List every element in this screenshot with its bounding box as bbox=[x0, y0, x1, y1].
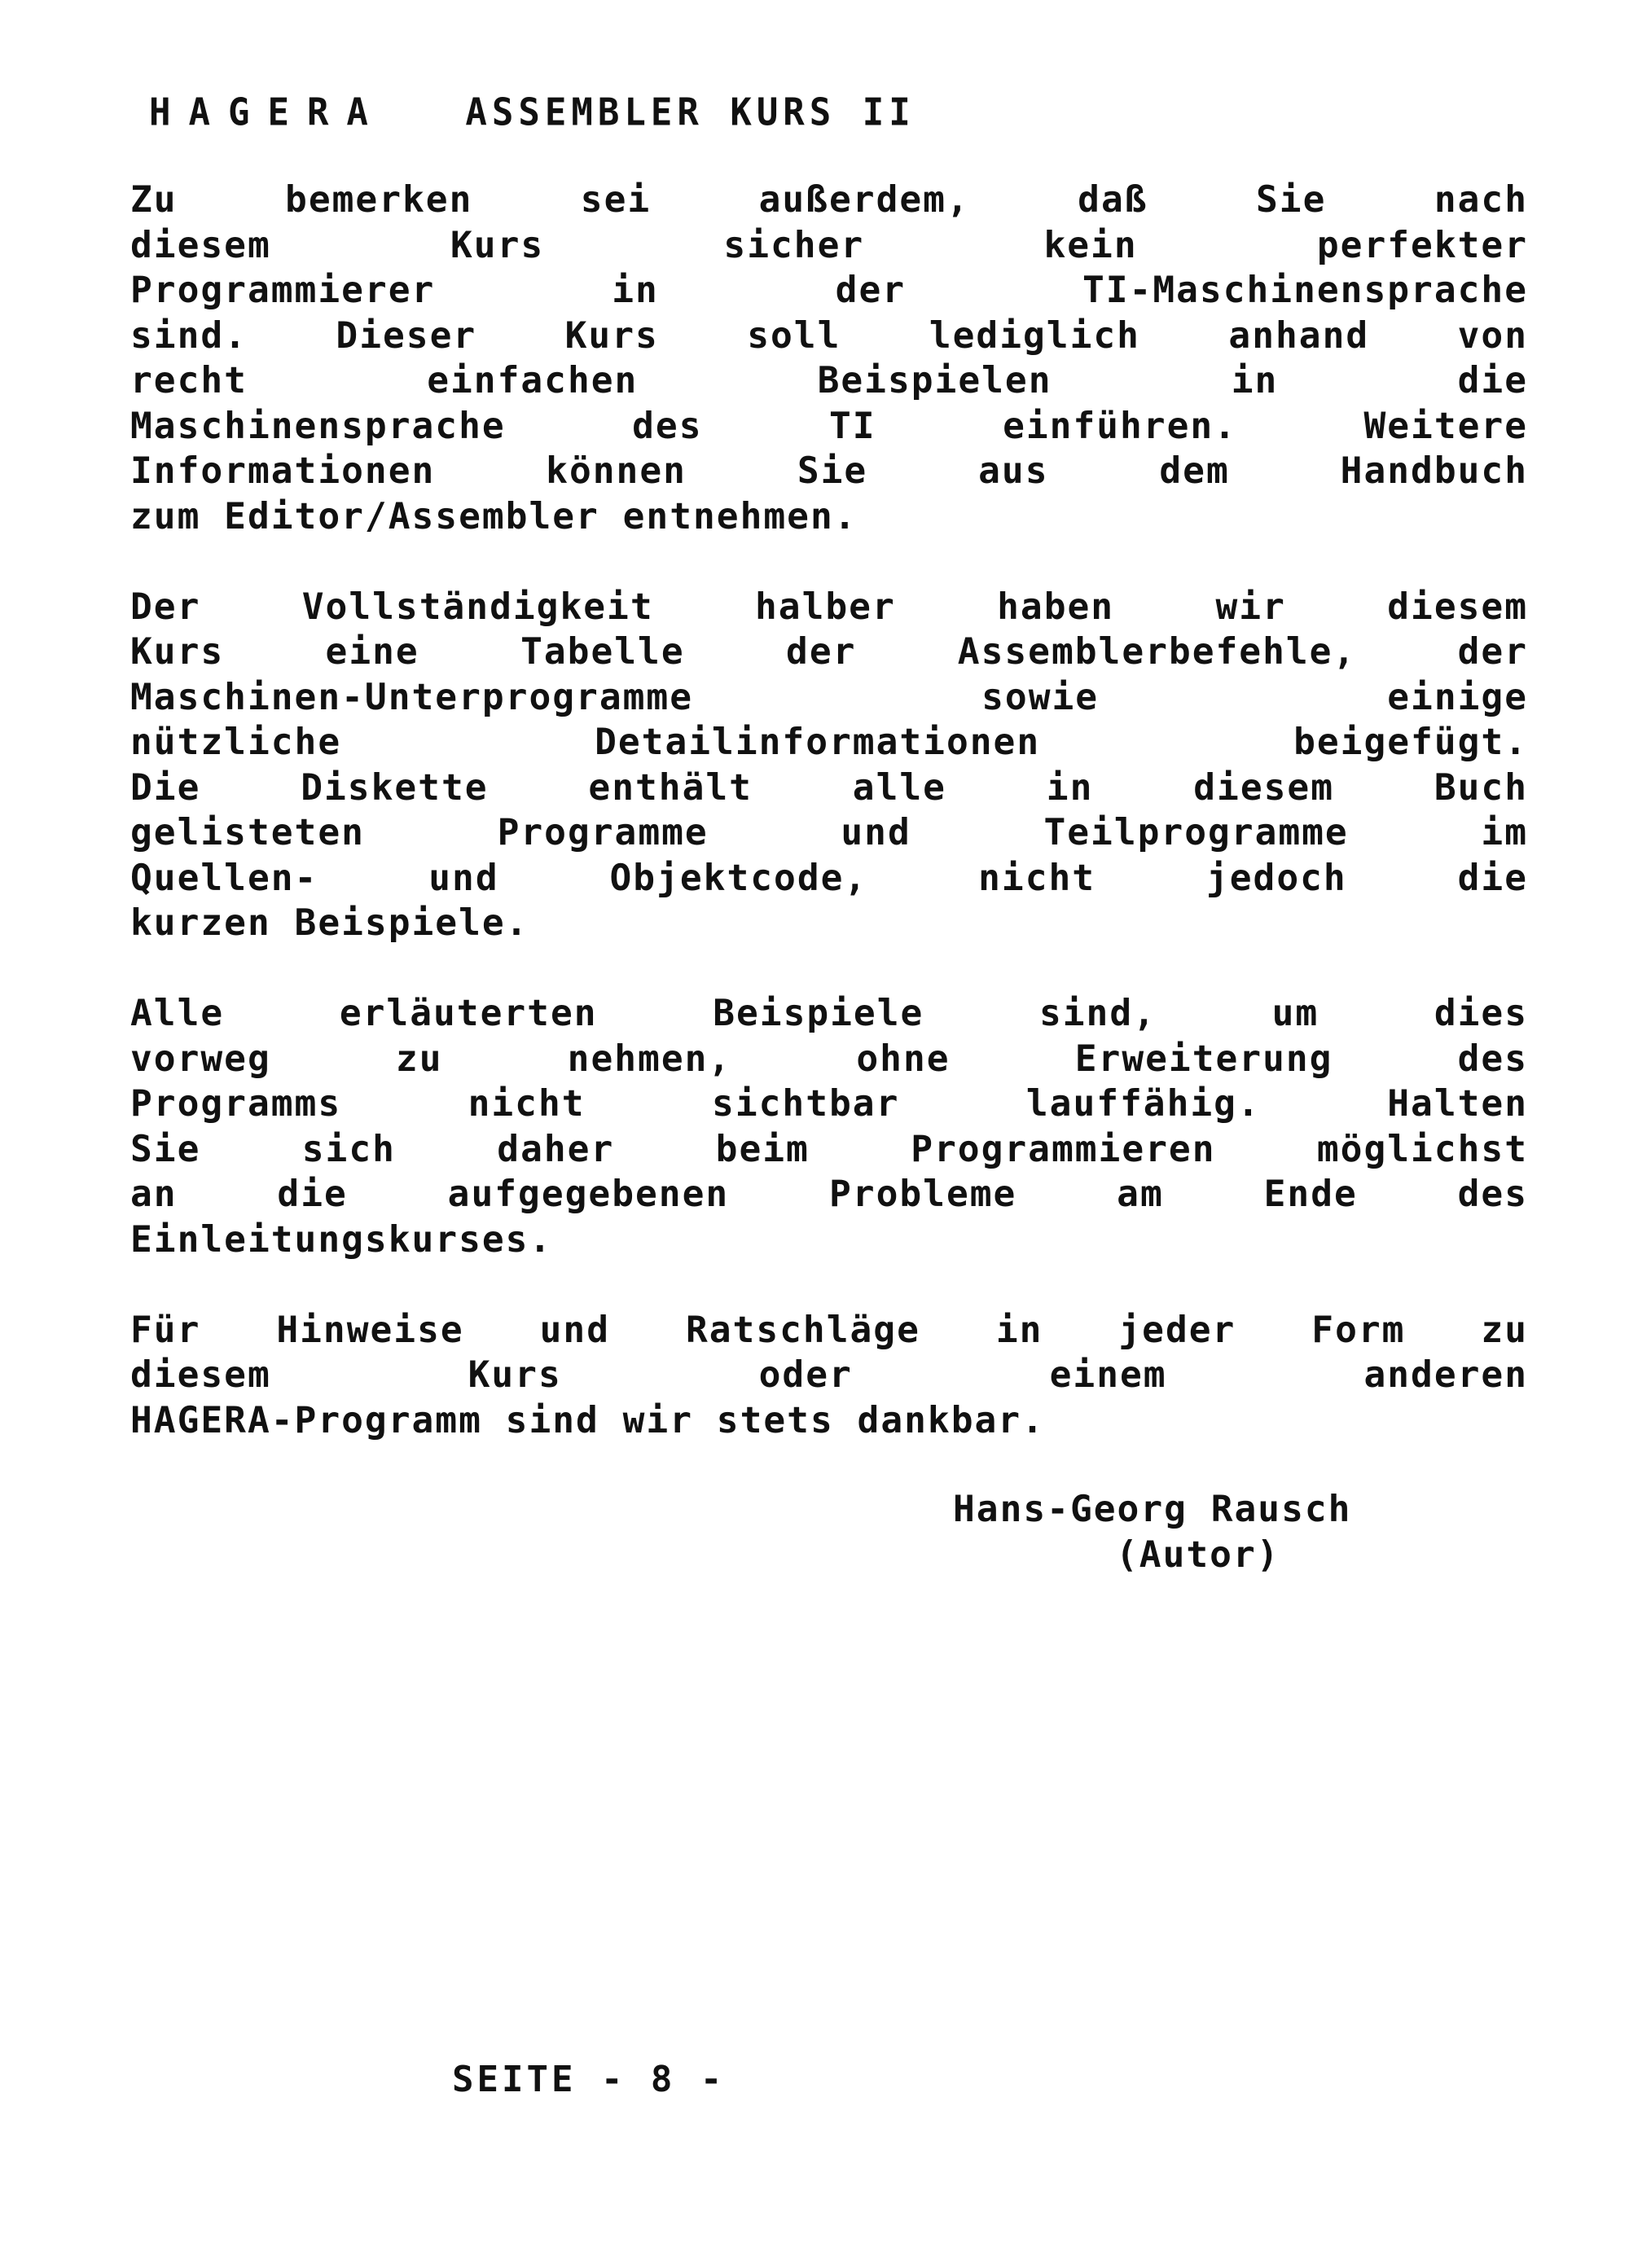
text-line: HAGERA-Programm sind wir stets dankbar. bbox=[130, 1399, 1045, 1441]
text-line: kurzen Beispiele. bbox=[130, 902, 529, 944]
text-line: Quellen- und Objektcode, nicht jedoch die bbox=[130, 857, 1528, 899]
text-line: Programms nicht sichtbar lauffähig. Halten bbox=[130, 1083, 1528, 1125]
text-line: Maschinensprache des TI einführen. Weitere bbox=[130, 405, 1528, 447]
text-line: Für Hinweise und Ratschläge in jeder Form zu bbox=[130, 1309, 1528, 1351]
author-role: (Autor) bbox=[1116, 1534, 1280, 1576]
text-line: Sie sich daher beim Programmieren möglichst bbox=[130, 1128, 1528, 1170]
body-text bbox=[130, 178, 1528, 1489]
text-line: vorweg zu nehmen, ohne Erweiterung des bbox=[130, 1037, 1528, 1080]
text-line: Der Vollständigkeit halber haben wir diesem bbox=[130, 586, 1528, 628]
text-line: sind. Dieser Kurs soll lediglich anhand von bbox=[130, 314, 1528, 357]
paragraph-1 bbox=[130, 178, 1528, 539]
text-line: an die aufgegebenen Probleme am Ende des bbox=[130, 1173, 1528, 1215]
text-line: Informationen können Sie aus dem Handbuch bbox=[130, 450, 1528, 492]
text-line: Zu bemerken sei außerdem, daß Sie nach bbox=[130, 179, 1528, 221]
text-line: diesem Kurs oder einem anderen bbox=[130, 1354, 1528, 1396]
text-line: nützliche Detailinformationen beigefügt. bbox=[130, 722, 1528, 763]
page-header bbox=[96, 47, 915, 134]
text-line: Programmierer in der TI-Maschinensprache bbox=[130, 270, 1528, 311]
text-line: Maschinen-Unterprogramme sowie einige bbox=[130, 676, 1528, 718]
text-line: Die Diskette enthält alle in diesem Buch bbox=[130, 766, 1528, 809]
signature-block bbox=[953, 1487, 1507, 1578]
paragraph-4 bbox=[130, 1308, 1528, 1444]
text-line: recht einfachen Beispielen in die bbox=[130, 360, 1528, 401]
text-line: Kurs eine Tabelle der Assemblerbefehle, der bbox=[130, 631, 1528, 673]
paragraph-2 bbox=[130, 585, 1528, 946]
header-brand: HAGERA bbox=[148, 90, 386, 135]
header-title: ASSEMBLER KURS II bbox=[465, 90, 915, 135]
author-name: Hans-Georg Rausch bbox=[953, 1489, 1352, 1530]
text-line: gelisteten Programme und Teilprogramme im bbox=[130, 812, 1528, 853]
text-line: Einleitungskurses. bbox=[130, 1218, 553, 1261]
text-line: diesem Kurs sicher kein perfekter bbox=[130, 224, 1528, 266]
page-number: SEITE - 8 - bbox=[452, 2059, 726, 2100]
text-line: zum Editor/Assembler entnehmen. bbox=[130, 495, 858, 537]
paragraph-3 bbox=[130, 991, 1528, 1262]
text-line: Alle erläuterten Beispiele sind, um dies bbox=[130, 993, 1528, 1034]
